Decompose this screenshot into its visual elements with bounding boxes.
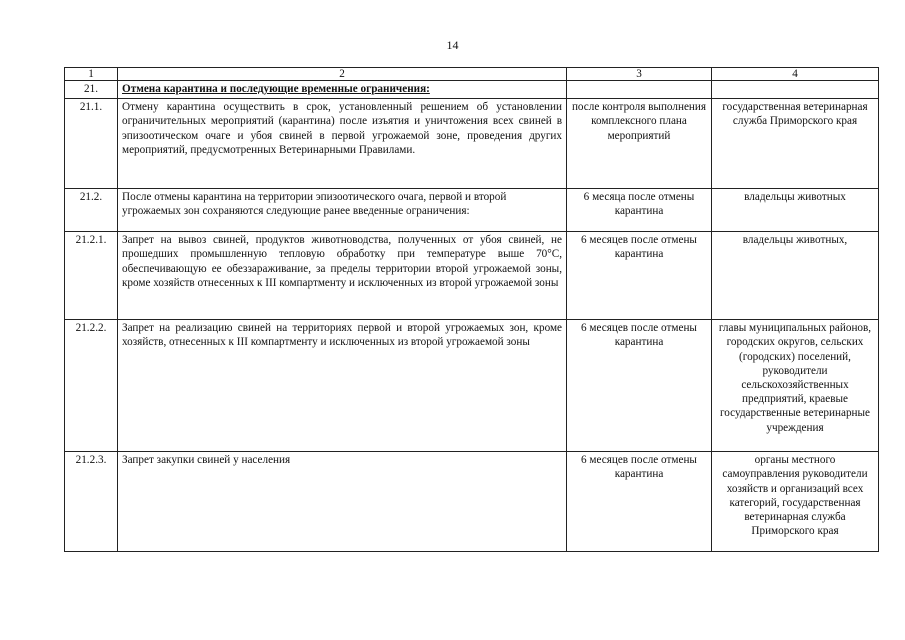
term-cell [567,81,712,99]
responsible-cell: владельцы животных, [712,232,879,320]
table-row [65,232,879,320]
measures-table [64,67,879,552]
table-header-row [65,68,879,81]
term-cell: 6 месяцев после отмены карантина [567,232,712,320]
responsible-cell: государственная ветеринарная служба Приморского края [712,99,879,189]
table-row [65,189,879,232]
header-cell-1: 1 [65,68,118,81]
measure-description: Запрет на реализацию свиней на территориях первой и второй угрожаемых зон, кроме хозяйств, отнесенных к III компартменту и исключенных из второй угрожаемой зоны [118,320,567,452]
section-title: Отмена карантина и последующие временные ограничения: [118,81,567,99]
measure-description: Отмену карантина осуществить в срок, установленный решением об установлении ограничительных мероприятий (карантина) после изъятия и уничтожения всех свиней в эпизоотическом очаге и убоя свиней в первой угрожаемой зоне, проведения других мероприятий, предусмотренных Ветеринарными Правилами. [118,99,567,189]
table-row [65,452,879,552]
table-row [65,99,879,189]
responsible-cell: главы муниципальных районов, городских округов, сельских (городских) поселений, руководители сельскохозяйственных предприятий, краевые государственные ветеринарные учреждения [712,320,879,452]
term-cell: 6 месяца после отмены карантина [567,189,712,232]
measure-description: После отмены карантина на территории эпизоотического очага, первой и второй угрожаемых зон сохраняются следующие ранее введенные ограничения: [118,189,567,232]
row-number: 21.2. [65,189,118,232]
row-number: 21.2.3. [65,452,118,552]
responsible-cell [712,81,879,99]
row-number: 21. [65,81,118,99]
header-cell-4: 4 [712,68,879,81]
table-row [65,320,879,452]
page-number: 14 [446,38,459,52]
responsible-cell: органы местного самоуправления руководители хозяйств и организаций всех категорий, государственная ветеринарная служба Приморского края [712,452,879,552]
measure-description: Запрет закупки свиней у населения [118,452,567,552]
term-cell: после контроля выполнения комплексного плана мероприятий [567,99,712,189]
term-cell: 6 месяцев после отмены карантина [567,320,712,452]
responsible-cell: владельцы животных [712,189,879,232]
row-number: 21.1. [65,99,118,189]
header-cell-3: 3 [567,68,712,81]
row-number: 21.2.1. [65,232,118,320]
row-number: 21.2.2. [65,320,118,452]
table-row [65,81,879,99]
header-cell-2: 2 [118,68,567,81]
term-cell: 6 месяцев после отмены карантина [567,452,712,552]
measure-description: Запрет на вывоз свиней, продуктов животноводства, полученных от убоя свиней, не прошедших промышленную тепловую обработку при температуре выше 70°С, обеспечивающую ее обеззараживание, за пределы территории второй угрожаемой зоны, кроме хозяйств отнесенных к III компартменту и исключенных из второй угрожаемой зоны [118,232,567,320]
